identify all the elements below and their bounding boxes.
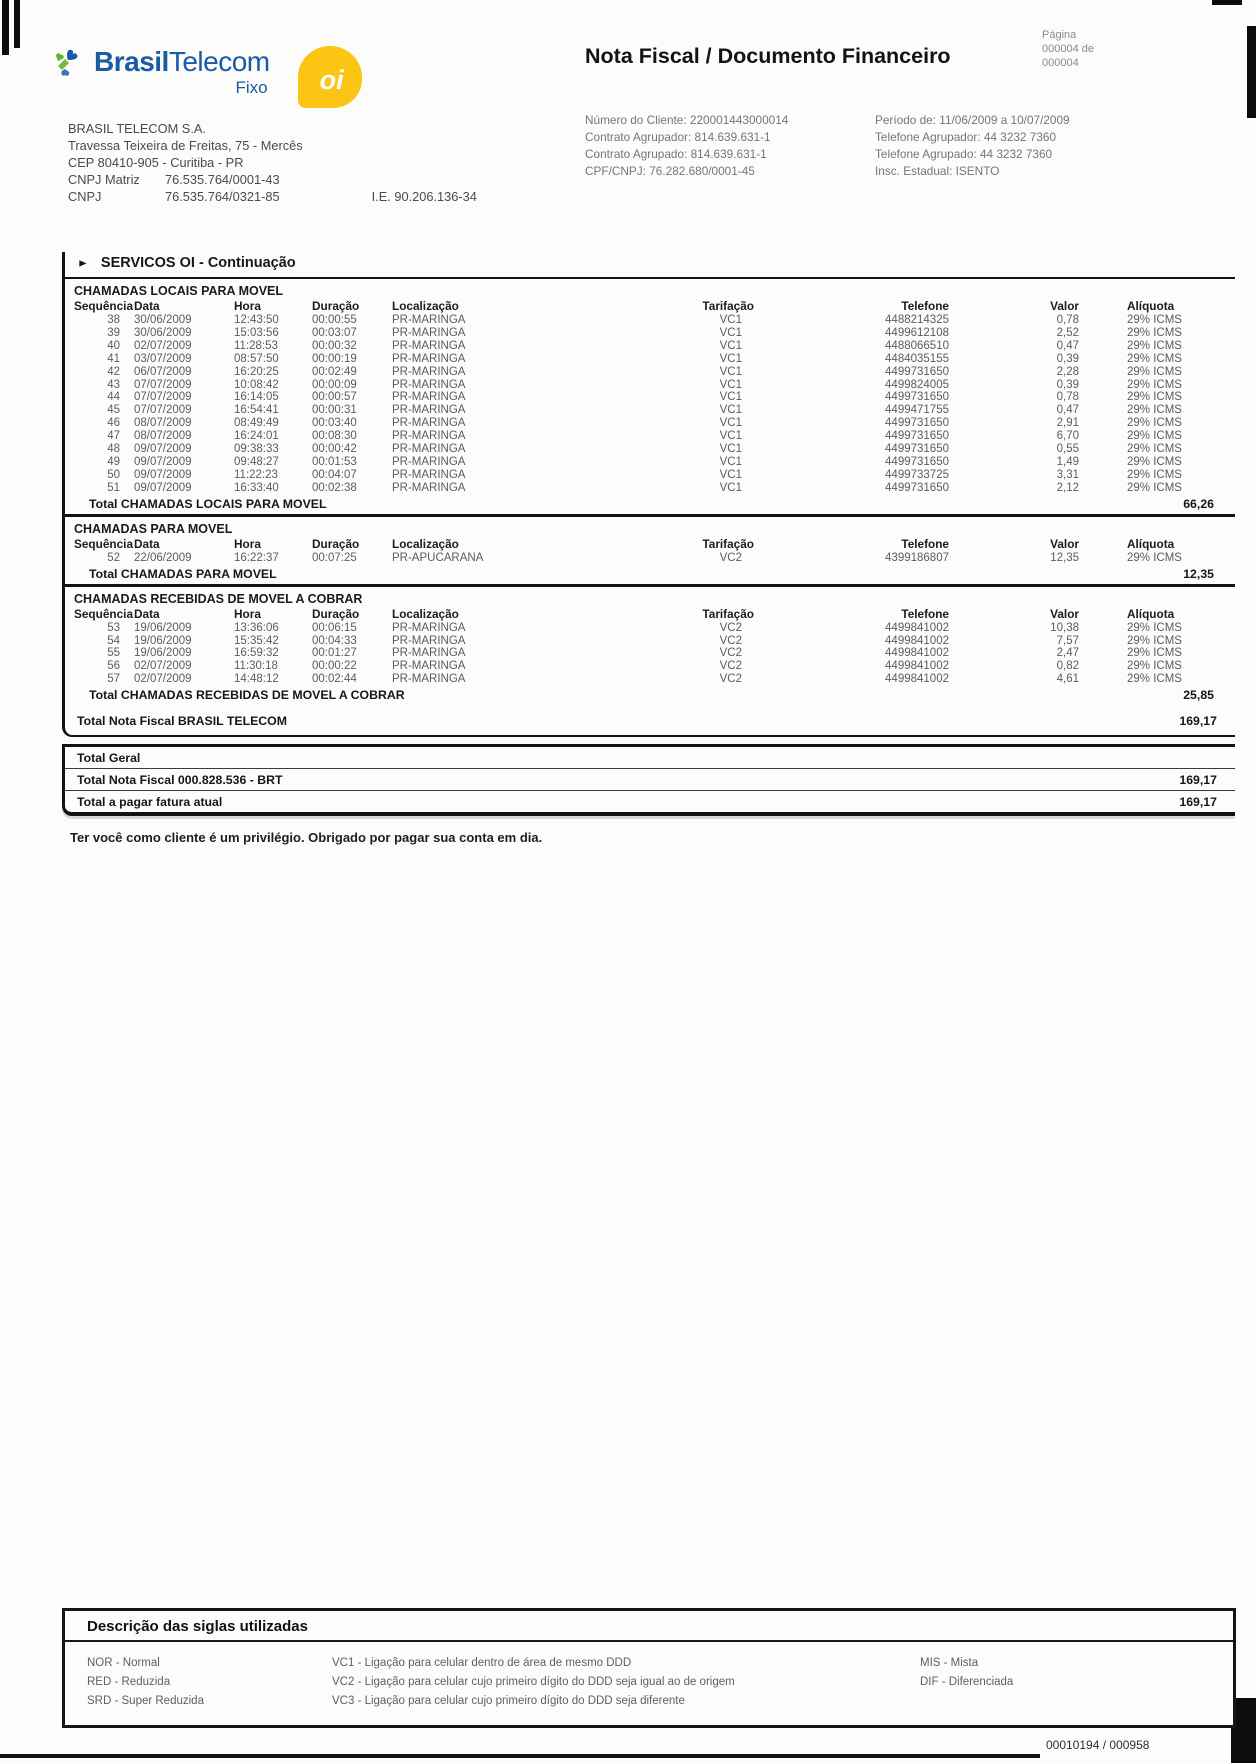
oi-logo-text: oi bbox=[319, 64, 344, 95]
footer-scan-line bbox=[0, 1754, 1040, 1758]
triangle-marker-icon: ► bbox=[77, 256, 89, 270]
sigla-entry: RED - Reduzida bbox=[87, 1676, 171, 1688]
siglas-column-3 bbox=[920, 1654, 1223, 1711]
brand-name-bold: Brasil bbox=[94, 46, 169, 77]
total-value: 66,26 bbox=[1183, 496, 1214, 511]
total-label: Total CHAMADAS RECEBIDAS DE MOVEL A COBRAR bbox=[89, 688, 405, 703]
client-info-right bbox=[875, 112, 1165, 180]
sigla-entry: VC1 - Ligação para celular dentro de área de mesmo DDD bbox=[332, 1657, 632, 1669]
company-address-block bbox=[68, 120, 477, 205]
col-tarifacao: Tarifação bbox=[702, 299, 754, 313]
page-number-label: Página bbox=[1042, 29, 1077, 41]
table-row: 48 09/07/2009 09:38:33 00:00:42 PR-MARINGA VC1 4499731650 0,55 29% ICMS bbox=[107, 443, 1182, 456]
total-label: Total CHAMADAS PARA MOVEL bbox=[89, 566, 277, 581]
col-localizacao: Localização bbox=[392, 299, 459, 313]
total-value: 12,35 bbox=[1183, 566, 1214, 581]
table-title: CHAMADAS LOCAIS PARA MOVEL bbox=[74, 284, 284, 298]
col-data: Data bbox=[134, 299, 160, 313]
col-valor: Valor bbox=[1050, 299, 1079, 313]
company-address-line2: CEP 80410-905 - Curitiba - PR bbox=[68, 155, 244, 170]
table-header-row bbox=[65, 607, 1235, 622]
table-total-row bbox=[65, 567, 1235, 584]
client-info-line: Contrato Agrupado: 814.639.631-1 bbox=[585, 147, 767, 161]
sigla-entry: VC3 - Ligação para celular cujo primeiro dígito do DDD seja diferente bbox=[332, 1695, 685, 1707]
cnpj-matriz-value: 76.535.764/0001-43 bbox=[165, 172, 280, 187]
scan-artifact-top-left-bar-1 bbox=[2, 0, 9, 55]
table-row: 52 22/06/2009 16:22:37 00:07:25 PR-APUCARANA VC2 4399186807 12,35 29% ICMS bbox=[107, 551, 1182, 564]
total-a-pagar-value: 169,17 bbox=[1179, 795, 1217, 810]
table-row: 56 02/07/2009 11:30:18 00:00:22 PR-MARINGA VC2 4499841002 0,82 29% ICMS bbox=[107, 660, 1182, 673]
sigla-entry: DIF - Diferenciada bbox=[920, 1676, 1014, 1688]
brasil-telecom-hearts-icon bbox=[52, 46, 86, 80]
col-valor: Valor bbox=[1050, 606, 1079, 621]
thank-you-message: Ter você como cliente é um privilégio. Obrigado por pagar sua conta em dia. bbox=[70, 830, 543, 846]
client-info-line: Período de: 11/06/2009 a 10/07/2009 bbox=[875, 113, 1070, 127]
client-info-line: Telefone Agrupador: 44 3232 7360 bbox=[875, 130, 1057, 144]
table-chamadas-recebidas-movel-cobrar bbox=[65, 587, 1235, 706]
table-row: 55 19/06/2009 16:59:32 00:01:27 PR-MARINGA VC2 4499841002 2,47 29% ICMS bbox=[107, 647, 1182, 660]
client-info-line: Telefone Agrupado: 44 3232 7360 bbox=[875, 147, 1053, 161]
client-info-line: Contrato Agrupador: 814.639.631-1 bbox=[585, 130, 771, 144]
total-a-pagar-label: Total a pagar fatura atual bbox=[77, 795, 223, 810]
company-name: BRASIL TELECOM S.A. bbox=[68, 121, 206, 136]
scan-artifact-top-right-dash bbox=[1212, 0, 1242, 5]
table-row: 46 08/07/2009 08:49:49 00:03:40 PR-MARINGA VC1 4499731650 2,91 29% ICMS bbox=[107, 417, 1182, 430]
page-number-block bbox=[1042, 28, 1094, 70]
col-hora: Hora bbox=[234, 536, 261, 551]
section-title: SERVICOS OI - Continuação bbox=[100, 255, 296, 271]
table-body bbox=[65, 552, 1235, 565]
col-localizacao: Localização bbox=[392, 536, 459, 551]
page-number-current: 000004 de bbox=[1042, 43, 1094, 55]
table-body bbox=[65, 622, 1235, 687]
services-section bbox=[62, 252, 1235, 845]
table-row: 39 30/06/2009 15:03:56 00:03:07 PR-MARINGA VC1 4499612108 2,52 29% ICMS bbox=[107, 326, 1182, 339]
total-nf-brt-label: Total Nota Fiscal 000.828.536 - BRT bbox=[77, 773, 283, 788]
table-row: 44 07/07/2009 16:14:05 00:00:57 PR-MARINGA VC1 4499731650 0,78 29% ICMS bbox=[107, 391, 1182, 404]
table-row: 57 02/07/2009 14:48:12 00:02:44 PR-MARINGA VC2 4499841002 4,61 29% ICMS bbox=[107, 673, 1182, 686]
total-value: 25,85 bbox=[1183, 688, 1214, 703]
col-data: Data bbox=[134, 536, 160, 551]
client-info-line: Insc. Estadual: ISENTO bbox=[875, 164, 1000, 178]
cnpj-matriz-label: CNPJ Matriz bbox=[68, 172, 140, 187]
scan-artifact-right-edge-bar bbox=[1247, 26, 1256, 118]
siglas-column-2 bbox=[332, 1654, 920, 1711]
table-total-row bbox=[65, 497, 1235, 514]
total-nota-fiscal-value: 169,17 bbox=[1179, 714, 1217, 729]
col-telefone: Telefone bbox=[901, 606, 949, 621]
client-info-left bbox=[585, 112, 875, 180]
table-row: 40 02/07/2009 11:28:53 00:00:32 PR-MARINGA VC1 4488066510 0,47 29% ICMS bbox=[107, 339, 1182, 352]
brand-name-regular: Telecom bbox=[168, 46, 270, 77]
table-row: 38 30/06/2009 12:43:50 00:00:55 PR-MARINGA VC1 4488214325 0,78 29% ICMS bbox=[107, 314, 1182, 326]
scan-artifact-top-left-bar-2 bbox=[14, 0, 20, 48]
col-tarifacao: Tarifação bbox=[702, 606, 754, 621]
client-info-line: CPF/CNPJ: 76.282.680/0001-45 bbox=[585, 164, 755, 178]
table-row: 51 09/07/2009 16:33:40 00:02:38 PR-MARINGA VC1 4499731650 2,12 29% ICMS bbox=[107, 481, 1182, 494]
col-telefone: Telefone bbox=[901, 299, 949, 313]
table-row: 54 19/06/2009 15:35:42 00:04:33 PR-MARINGA VC2 4499841002 7,57 29% ICMS bbox=[107, 634, 1182, 647]
sigla-entry: MIS - Mista bbox=[920, 1657, 979, 1669]
cnpj-value: 76.535.764/0321-85 bbox=[165, 189, 280, 204]
header-logos bbox=[52, 44, 362, 108]
total-geral-box bbox=[62, 744, 1235, 816]
table-row: 42 06/07/2009 16:20:25 00:02:49 PR-MARINGA VC1 4499731650 2,28 29% ICMS bbox=[107, 365, 1182, 378]
brasil-telecom-logo bbox=[52, 44, 270, 98]
table-chamadas-para-movel bbox=[65, 517, 1235, 587]
col-aliquota: Alíquota bbox=[1127, 299, 1175, 313]
total-geral-label: Total Geral bbox=[77, 751, 141, 766]
col-duracao: Duração bbox=[312, 536, 360, 551]
table-title: CHAMADAS RECEBIDAS DE MOVEL A COBRAR bbox=[74, 591, 363, 606]
col-tarifacao: Tarifação bbox=[702, 536, 754, 551]
oi-logo bbox=[298, 46, 362, 108]
table-row: 53 19/06/2009 13:36:06 00:06:15 PR-MARINGA VC2 4499841002 10,38 29% ICMS bbox=[107, 621, 1182, 634]
table-title: CHAMADAS PARA MOVEL bbox=[74, 521, 233, 536]
cnpj-label: CNPJ bbox=[68, 189, 102, 204]
total-geral-value-empty bbox=[1087, 751, 1217, 765]
brand-name bbox=[94, 46, 270, 78]
table-body bbox=[65, 314, 1235, 495]
company-address-line1: Travessa Teixeira de Freitas, 75 - Mercês bbox=[68, 138, 303, 153]
client-info-line: Número do Cliente: 220001443000014 bbox=[585, 113, 789, 127]
table-header-row bbox=[65, 537, 1235, 552]
siglas-column-1 bbox=[87, 1654, 332, 1711]
siglas-body bbox=[65, 1642, 1233, 1725]
col-telefone: Telefone bbox=[901, 536, 949, 551]
ie-value: I.E. 90.206.136-34 bbox=[371, 189, 477, 204]
col-hora: Hora bbox=[234, 606, 261, 621]
sigla-entry: VC2 - Ligação para celular cujo primeiro dígito do DDD seja igual ao de origem bbox=[332, 1676, 735, 1688]
sigla-entry: SRD - Super Reduzida bbox=[87, 1695, 204, 1707]
siglas-box bbox=[62, 1608, 1236, 1728]
col-valor: Valor bbox=[1050, 536, 1079, 551]
siglas-title: Descrição das siglas utilizadas bbox=[65, 1611, 1233, 1642]
col-duracao: Duração bbox=[312, 606, 360, 621]
table-row: 41 03/07/2009 08:57:50 00:00:19 PR-MARINGA VC1 4484035155 0,39 29% ICMS bbox=[107, 352, 1182, 365]
col-localizacao: Localização bbox=[392, 606, 459, 621]
col-sequencia: Sequência bbox=[74, 606, 134, 621]
total-nf-brt-value: 169,17 bbox=[1179, 773, 1217, 788]
section-header bbox=[62, 252, 1235, 279]
col-sequencia: Sequência bbox=[74, 299, 134, 313]
table-row: 49 09/07/2009 09:48:27 00:01:53 PR-MARINGA VC1 4499731650 1,49 29% ICMS bbox=[107, 455, 1182, 468]
table-row: 45 07/07/2009 16:54:41 00:00:31 PR-MARINGA VC1 4499471755 0,47 29% ICMS bbox=[107, 404, 1182, 417]
footer-code: 00010194 / 000958 bbox=[1046, 1738, 1150, 1752]
table-header-row bbox=[65, 299, 1235, 314]
table-total-row bbox=[65, 688, 1235, 705]
col-aliquota: Alíquota bbox=[1127, 536, 1175, 551]
brand-subtitle: Fixo bbox=[235, 78, 268, 97]
table-row: 43 07/07/2009 10:08:42 00:00:09 PR-MARINGA VC1 4499824005 0,39 29% ICMS bbox=[107, 378, 1182, 391]
client-info-block bbox=[585, 112, 1165, 180]
col-sequencia: Sequência bbox=[74, 536, 134, 551]
col-data: Data bbox=[134, 606, 160, 621]
sigla-entry: NOR - Normal bbox=[87, 1657, 160, 1669]
call-tables bbox=[62, 279, 1235, 705]
table-row: 47 08/07/2009 16:24:01 00:08:30 PR-MARINGA VC1 4499731650 6,70 29% ICMS bbox=[107, 430, 1182, 443]
table-row: 50 09/07/2009 11:22:23 00:04:07 PR-MARINGA VC1 4499733725 3,31 29% ICMS bbox=[107, 468, 1182, 481]
total-nota-fiscal-label: Total Nota Fiscal BRASIL TELECOM bbox=[77, 714, 287, 729]
document-title: Nota Fiscal / Documento Financeiro bbox=[585, 44, 951, 68]
col-hora: Hora bbox=[234, 299, 261, 313]
col-aliquota: Alíquota bbox=[1127, 606, 1175, 621]
col-duracao: Duração bbox=[312, 299, 360, 313]
total-nota-fiscal-box bbox=[62, 705, 1235, 737]
total-label: Total CHAMADAS LOCAIS PARA MOVEL bbox=[89, 496, 327, 511]
page-number-total: 000004 bbox=[1042, 57, 1079, 69]
table-chamadas-locais-para-movel bbox=[65, 279, 1235, 517]
